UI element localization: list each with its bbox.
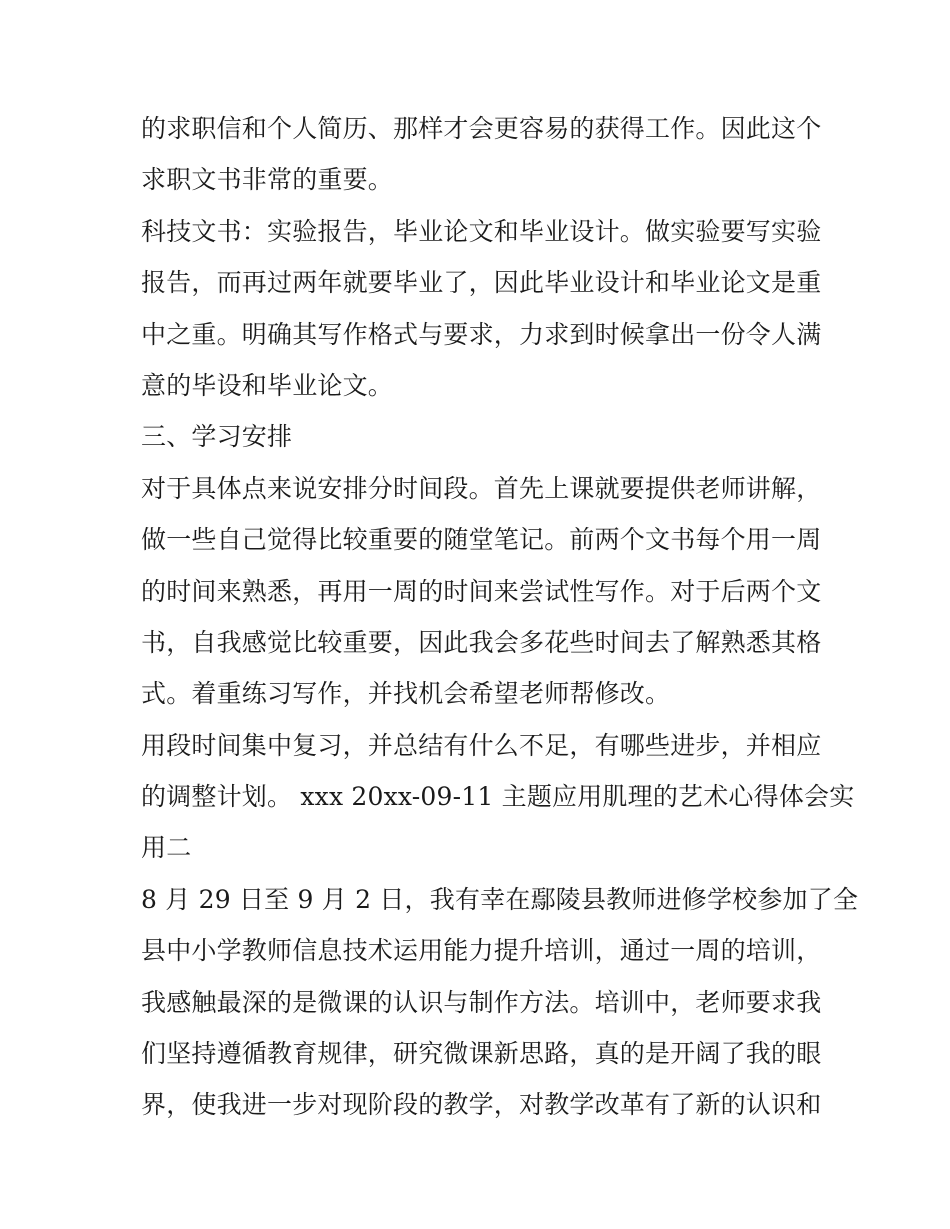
text-line: 式。着重练习写作，并找机会希望老师帮修改。: [141, 679, 671, 709]
text-line: 县中小学教师信息技术运用能力提升培训，通过一周的培训，: [141, 936, 822, 966]
text-line: 用段时间集中复习，并总结有什么不足，有哪些进步，并相应: [141, 730, 822, 760]
text-line: 用二: [141, 833, 192, 863]
section-heading: 三、学习安排: [141, 422, 293, 452]
text-line: 们坚持遵循教育规律，研究微课新思路，真的是开阔了我的眼: [141, 1039, 822, 1069]
text-line: 8 月 29 日至 9 月 2 日，我有幸在鄢陵县教师进修学校参加了全: [141, 884, 859, 914]
text-line: 对于具体点来说安排分时间段。首先上课就要提供老师讲解，: [141, 473, 822, 503]
text-line: 我感触最深的是微课的认识与制作方法。培训中，老师要求我: [141, 987, 822, 1017]
text-line: 的求职信和个人简历、那样才会更容易的获得工作。因此这个: [141, 114, 822, 143]
text-line: 的时间来熟悉，再用一周的时间来尝试性写作。对于后两个文: [141, 576, 822, 606]
text-line: 的调整计划。 xxx 20xx-09-11 主题应用肌理的艺术心得体会实: [141, 782, 855, 812]
text-line: 科技文书：实验报告，毕业论文和毕业设计。做实验要写实验: [141, 216, 822, 246]
text-line: 意的毕设和毕业论文。: [141, 370, 394, 400]
text-line: 中之重。明确其写作格式与要求，力求到时候拿出一份令人满: [141, 319, 822, 349]
text-line: 界，使我进一步对现阶段的教学，对教学改革有了新的认识和: [141, 1090, 822, 1120]
body-text: [141, 103, 859, 1131]
text-line: 求职文书非常的重要。: [141, 165, 394, 195]
text-line: 报告，而再过两年就要毕业了，因此毕业设计和毕业论文是重: [141, 268, 822, 298]
text-line: 做一些自己觉得比较重要的随堂笔记。前两个文书每个用一周: [141, 525, 822, 555]
text-line: 书，自我感觉比较重要，因此我会多花些时间去了解熟悉其格: [141, 627, 822, 657]
